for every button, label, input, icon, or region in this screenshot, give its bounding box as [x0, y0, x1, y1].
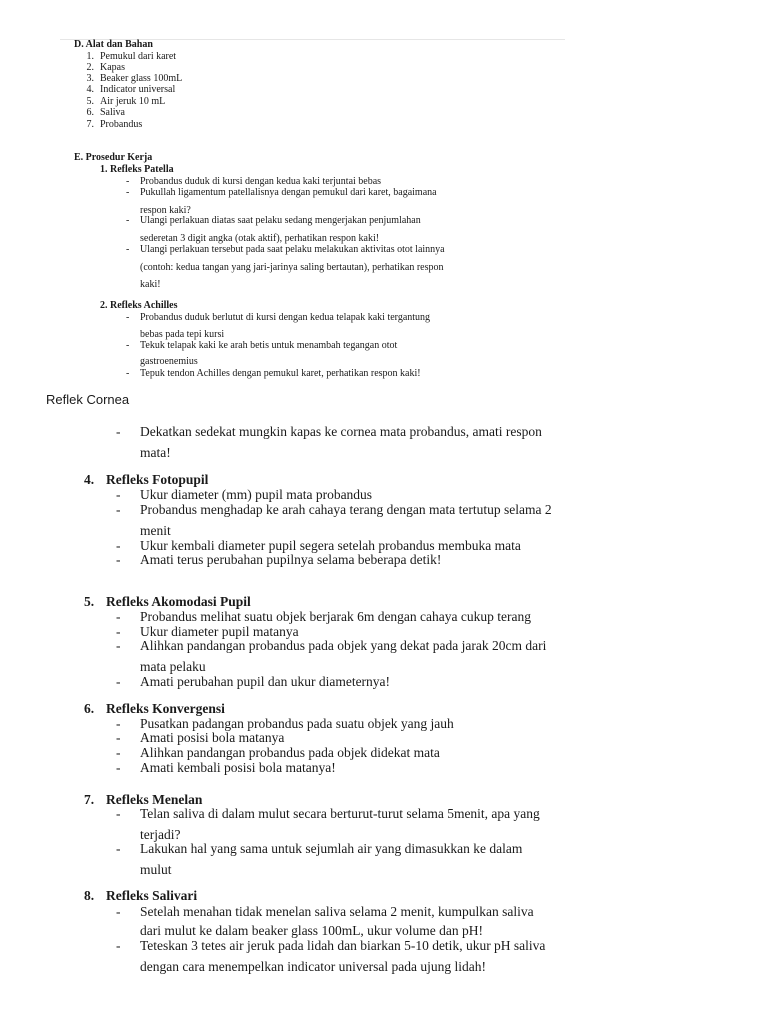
- refleks-salivari-heading: 8. Refleks Salivari: [84, 888, 198, 903]
- list-item: 4. Indicator universal: [86, 84, 176, 95]
- list-item: - Amati terus perubahan pupilnya selama beberapa detik!: [116, 552, 442, 567]
- section-e-title: E. Prosedur Kerja: [74, 152, 153, 163]
- list-item: 1. Pemukul dari karet: [86, 51, 177, 62]
- refleks-akomodasi-heading: 5. Refleks Akomodasi Pupil: [84, 594, 251, 609]
- list-item: - Amati posisi bola matanya: [116, 730, 285, 745]
- refleks-achilles-heading: 2. Refleks Achilles: [100, 300, 178, 311]
- refleks-konvergensi-heading: 6. Refleks Konvergensi: [84, 701, 225, 716]
- section-d-title: D. Alat dan Bahan: [74, 39, 153, 50]
- refleks-fotopupil-heading: 4. Refleks Fotopupil: [84, 472, 209, 487]
- list-item: 5. Air jeruk 10 mL: [86, 96, 166, 107]
- list-item: - Probandus duduk di kursi dengan kedua kaki terjuntai bebas: [126, 176, 382, 187]
- list-item: 2. Kapas: [86, 62, 125, 73]
- list-item: - Pusatkan padangan probandus pada suatu objek yang jauh: [116, 716, 454, 731]
- list-item: - Teteskan 3 tetes air jeruk pada lidah dan biarkan 5-10 detik, ukur pH saliva dengan cara menempelkan indicator universal pada ujung lidah!: [116, 938, 546, 974]
- refleks-patella-heading: 1. Refleks Patella: [100, 164, 174, 175]
- list-item: - Pukullah ligamentum patellalisnya dengan pemukul dari karet, bagaimana respon kaki?: [126, 187, 437, 216]
- list-item: - Amati kembali posisi bola matanya!: [116, 760, 336, 775]
- list-item: - Tekuk telapak kaki ke arah betis untuk menambah tegangan otot gastroenemius: [126, 340, 398, 367]
- list-item: - Amati perubahan pupil dan ukur diameternya!: [116, 674, 391, 689]
- list-item: - Ukur diameter pupil matanya: [116, 624, 299, 639]
- list-item: - Setelah menahan tidak menelan saliva selama 2 menit, kumpulkan saliva dari mulut ke dalam beaker glass 100mL, ukur volume dan pH!: [116, 904, 534, 938]
- list-item: - Lakukan hal yang sama untuk sejumlah air yang dimasukkan ke dalam mulut: [116, 841, 523, 877]
- list-item: - Ukur kembali diameter pupil segera setelah probandus membuka mata: [116, 538, 521, 553]
- list-item: - Dekatkan sedekat mungkin kapas ke cornea mata probandus, amati respon mata!: [116, 424, 542, 460]
- list-item: - Probandus menghadap ke arah cahaya terang dengan mata tertutup selama 2 menit: [116, 502, 552, 538]
- list-item: 6. Saliva: [86, 107, 125, 118]
- list-item: - Probandus duduk berlutut di kursi dengan kedua telapak kaki tergantung bebas pada tepi kursi: [126, 312, 431, 340]
- list-item: - Alihkan pandangan probandus pada objek yang dekat pada jarak 20cm dari mata pelaku: [116, 638, 547, 674]
- list-item: - Alihkan pandangan probandus pada objek didekat mata: [116, 745, 440, 760]
- list-item: 7. Probandus: [86, 119, 143, 130]
- list-item: - Ukur diameter (mm) pupil mata probandus: [116, 487, 373, 502]
- list-item: - Ulangi perlakuan diatas saat pelaku sedang mengerjakan penjumlahan sederetan 3 digit angka (otak aktif), perhatikan respon kaki!: [126, 215, 421, 244]
- refleks-menelan-heading: 7. Refleks Menelan: [84, 792, 203, 807]
- list-item: - Tepuk tendon Achilles dengan pemukul karet, perhatikan respon kaki!: [126, 368, 421, 379]
- list-item: - Ulangi perlakuan tersebut pada saat pelaku melakukan aktivitas otot lainnya (contoh: kedua tangan yang jari-jarinya saling bertautan), perhatikan respon kaki!: [126, 244, 445, 290]
- list-item: - Telan saliva di dalam mulut secara berturut-turut selama 5menit, apa yang terjadi?: [116, 806, 540, 842]
- reflek-cornea-heading: Reflek Cornea: [46, 392, 130, 407]
- list-item: 3. Beaker glass 100mL: [86, 73, 183, 84]
- list-item: - Probandus melihat suatu objek berjarak 6m dengan cahaya cukup terang: [116, 609, 531, 624]
